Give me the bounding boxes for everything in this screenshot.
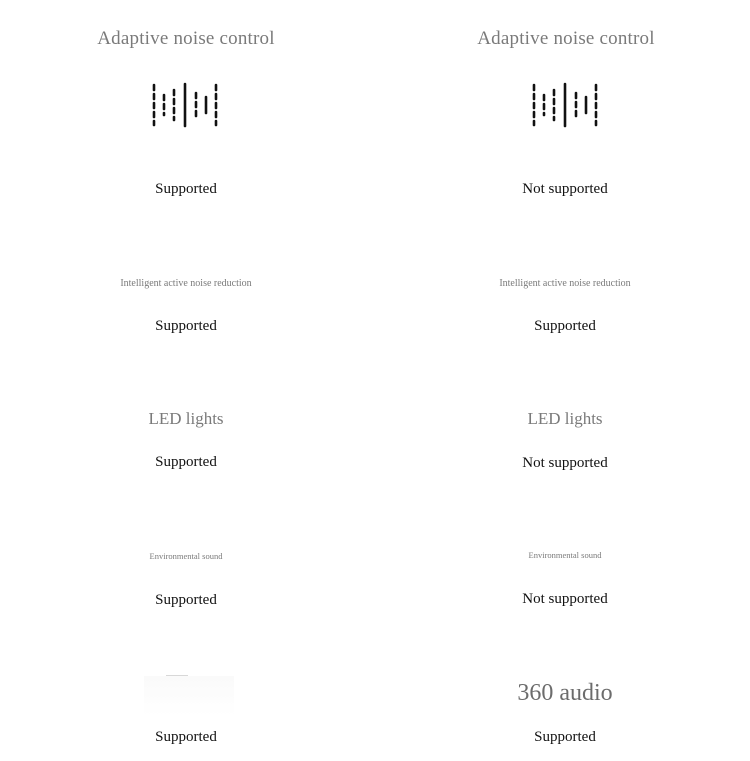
anc-value: Supported — [534, 318, 596, 334]
audio360-title: 360 audio — [517, 680, 613, 706]
adaptive-noise-title: Adaptive noise control — [97, 28, 275, 49]
led-value: Not supported — [522, 455, 608, 471]
sound-wave-icon — [375, 82, 750, 128]
faded-line — [166, 675, 188, 676]
sound-wave-icon — [0, 82, 372, 128]
env-value: Supported — [155, 592, 217, 608]
led-title: LED lights — [148, 409, 224, 428]
env-value: Not supported — [522, 591, 608, 607]
led-title: LED lights — [527, 409, 603, 428]
adaptive-noise-title: Adaptive noise control — [477, 28, 655, 49]
right-column — [375, 0, 750, 761]
env-title: Environmental sound — [149, 551, 223, 561]
faded-title-placeholder — [144, 676, 234, 716]
audio360-value: Supported — [534, 729, 596, 745]
adaptive-noise-value: Not supported — [522, 181, 608, 197]
led-value: Supported — [155, 454, 217, 470]
anc-value: Supported — [155, 318, 217, 334]
anc-title: Intelligent active noise reduction — [120, 278, 252, 289]
adaptive-noise-value: Supported — [155, 181, 217, 197]
audio360-value: Supported — [155, 729, 217, 745]
env-title: Environmental sound — [528, 550, 602, 560]
anc-title: Intelligent active noise reduction — [499, 278, 631, 289]
